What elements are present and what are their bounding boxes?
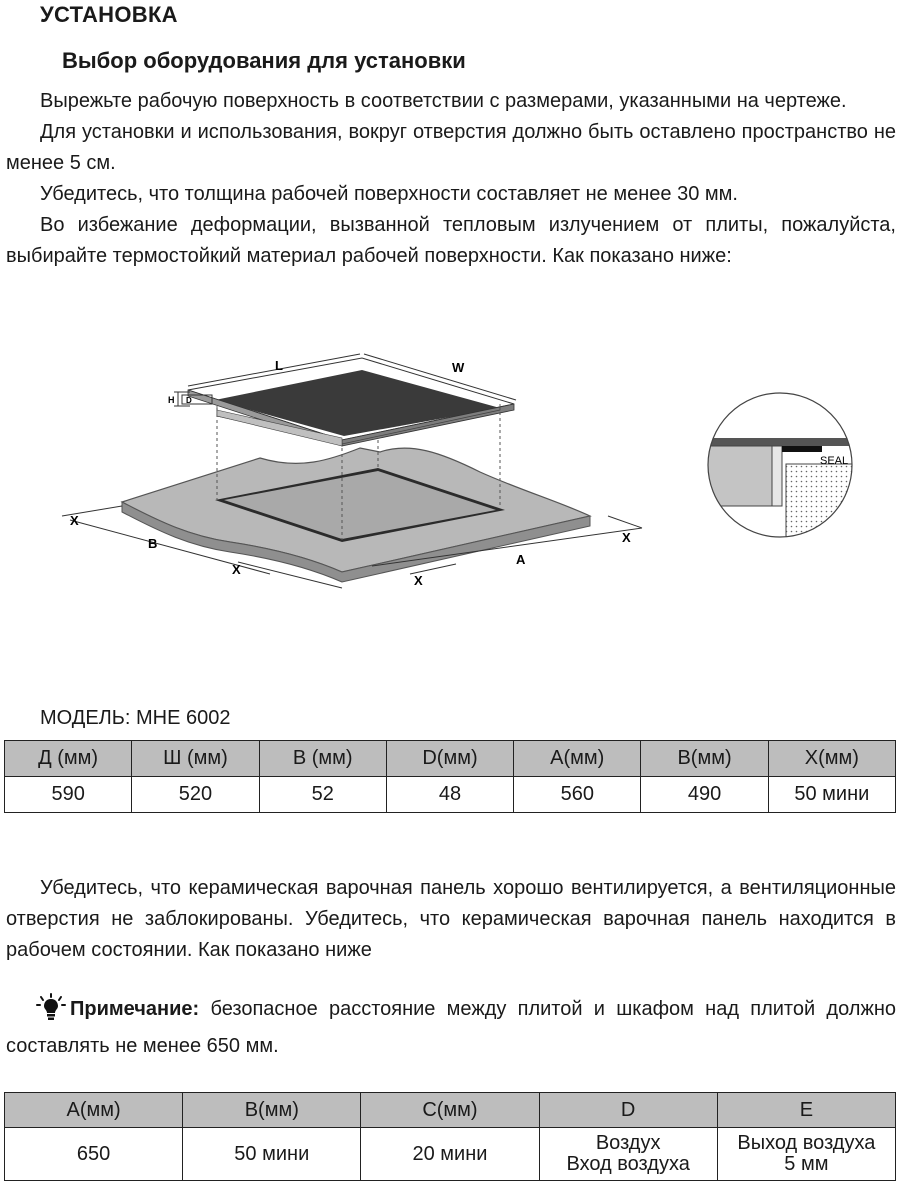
- table-cell: [5, 1128, 183, 1181]
- table-row: [5, 1128, 896, 1181]
- clearance-table: [4, 1092, 896, 1181]
- dim-label-x: X: [414, 573, 423, 588]
- table-header-row: [5, 1093, 896, 1128]
- dim-label-b: B: [148, 536, 158, 551]
- table-header-cell: X(мм): [768, 741, 895, 777]
- installation-diagram: [60, 340, 900, 595]
- table-header-cell: A(мм): [514, 741, 641, 777]
- table-cell: 490: [641, 777, 768, 813]
- table-cell: 48: [386, 777, 513, 813]
- cell-line: Вход воздуха: [566, 1153, 690, 1175]
- model-label: МОДЕЛЬ: МНЕ 6002: [40, 707, 231, 729]
- table-header-cell: В (мм): [259, 741, 386, 777]
- seal-detail: [700, 390, 866, 554]
- table-header-cell: A(мм): [5, 1093, 183, 1128]
- cell-line: 5 мм: [784, 1153, 829, 1175]
- cell-line: Воздух: [595, 1132, 661, 1154]
- table-cell: 50 мини: [768, 777, 895, 813]
- table-cell: 52: [259, 777, 386, 813]
- table-header-cell: D(мм): [386, 741, 513, 777]
- table-header-cell: Д (мм): [5, 741, 132, 777]
- table-cell: 560: [514, 777, 641, 813]
- section-subtitle: Выбор оборудования для установки: [62, 48, 466, 73]
- table-cell: 590: [5, 777, 132, 813]
- intro-line: Во избежание деформации, вызванной тепловым излучением от плиты, пожалуйста, выбирайте термостойкий материал рабочей поверхности. Как показано ниже:: [6, 214, 896, 267]
- cell-line: Выход воздуха: [737, 1132, 876, 1154]
- table-cell: [361, 1128, 539, 1181]
- hob-panel: [188, 358, 514, 446]
- cell-line: 50 мини: [234, 1142, 310, 1165]
- safety-note: [6, 993, 896, 1062]
- section-title: УСТАНОВКА: [40, 2, 178, 27]
- dim-label-x: X: [622, 530, 631, 545]
- table-cell: [717, 1128, 895, 1181]
- table-header-cell: D: [539, 1093, 717, 1128]
- dim-label-x: X: [232, 562, 241, 577]
- cell-line: 650: [76, 1142, 111, 1165]
- table-cell: 520: [132, 777, 259, 813]
- dim-label-l: L: [275, 358, 283, 373]
- table-row: [5, 777, 896, 813]
- table-header-row: [5, 741, 896, 777]
- dim-label-d: D: [186, 396, 192, 405]
- seal-label: SEAL: [820, 455, 849, 467]
- dim-label-h: H: [168, 395, 175, 405]
- dim-label-a: A: [516, 552, 526, 567]
- lightbulb-icon: [36, 993, 66, 1031]
- dim-label-w: W: [452, 360, 465, 375]
- intro-line: Убедитесь, что толщина рабочей поверхности составляет не менее 30 мм.: [40, 183, 738, 205]
- intro-line: Для установки и использования, вокруг отверстия должно быть оставлено пространство не менее 5 см.: [6, 121, 896, 174]
- table-header-cell: E: [717, 1093, 895, 1128]
- intro-line: Вырежьте рабочую поверхность в соответствии с размерами, указанными на чертеже.: [40, 90, 847, 112]
- spec-table: [4, 740, 896, 813]
- note-text: безопасное расстояние между плитой и шкафом над плитой должно составлять не менее 650 мм.: [6, 998, 896, 1057]
- table-cell: [539, 1128, 717, 1181]
- intro-text: [6, 86, 896, 272]
- cell-line: 20 мини: [412, 1142, 488, 1165]
- table-cell: [183, 1128, 361, 1181]
- note-label: Примечание:: [70, 998, 200, 1020]
- table-header-cell: Ш (мм): [132, 741, 259, 777]
- dim-label-x: X: [70, 513, 79, 528]
- table-header-cell: C(мм): [361, 1093, 539, 1128]
- ventilation-paragraph: Убедитесь, что керамическая варочная панель хорошо вентилируется, а вентиляционные отверстия не заблокированы. Убедитесь, что керамическая варочная панель находится в рабочем состоянии. Как показано ниже: [6, 877, 896, 961]
- table-header-cell: B(мм): [183, 1093, 361, 1128]
- ventilation-text: [6, 873, 896, 966]
- table-header-cell: B(мм): [641, 741, 768, 777]
